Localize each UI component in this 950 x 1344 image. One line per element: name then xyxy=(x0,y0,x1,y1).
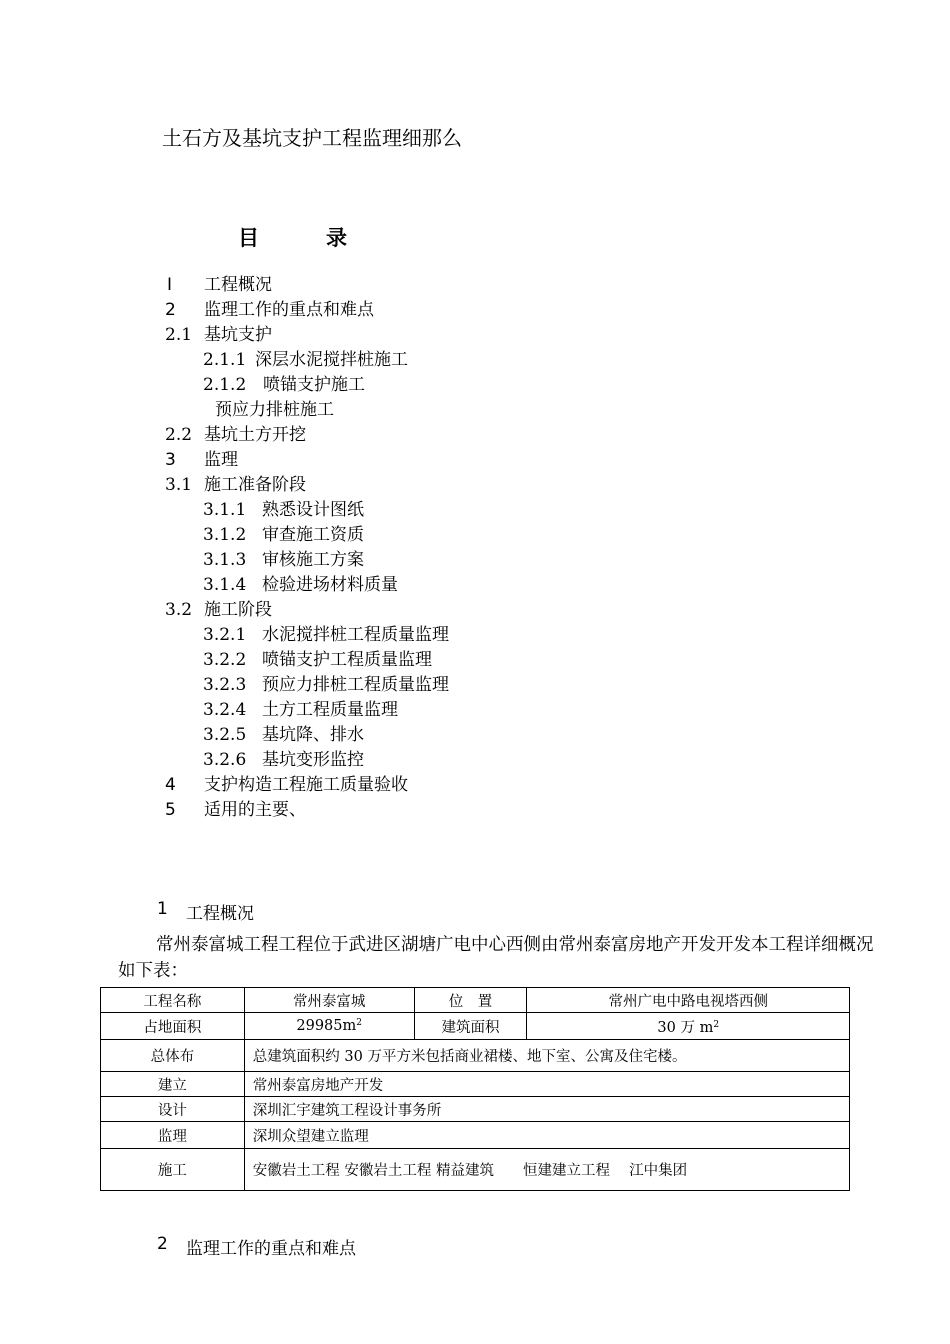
section-1-heading: 工程概况 xyxy=(186,904,254,924)
toc-entry-number: 4 xyxy=(165,775,176,795)
cell-label: 施工 xyxy=(101,1149,245,1191)
toc-entry-label: 土方工程质量监理 xyxy=(262,700,398,720)
toc-entry-label: 工程概况 xyxy=(204,275,272,295)
table-row xyxy=(101,1122,850,1149)
site-area-value: 29985m xyxy=(296,1018,357,1034)
toc-entry-number: 2.1 xyxy=(165,325,193,345)
cell-value: 总建筑面积约 30 万平方米包括商业裙楼、地下室、公寓及住宅楼。 xyxy=(244,1040,849,1072)
toc-entry-label: 熟悉设计图纸 xyxy=(262,500,364,520)
section-2-number: 2 xyxy=(157,1234,168,1254)
cell-label: 监理 xyxy=(101,1122,245,1149)
section-1-paragraph-text: 常州泰富城工程工程位于武进区湖塘广电中心西侧由常州泰富房地产开发开发本工程详细概况如下表： xyxy=(118,935,874,981)
toc-entry-label: 喷锚支护工程质量监理 xyxy=(262,650,432,670)
toc-entry-label: 喷锚支护施工 xyxy=(263,375,365,395)
cell-value: 常州泰富房地产开发 xyxy=(244,1072,849,1097)
cell-label: 位 置 xyxy=(414,988,527,1013)
toc-entry-number: 3 xyxy=(165,450,176,470)
table-row xyxy=(101,988,850,1013)
toc-entry-label: 监理 xyxy=(204,450,238,470)
toc-entry-label: 水泥搅拌桩工程质量监理 xyxy=(262,625,449,645)
toc-entry-label: 施工阶段 xyxy=(204,600,272,620)
table-row xyxy=(101,1040,850,1072)
cell-value: 深圳汇宇建筑工程设计事务所 xyxy=(244,1097,849,1122)
cell-label: 设计 xyxy=(101,1097,245,1122)
cell-value: 常州广电中路电视塔西侧 xyxy=(527,988,850,1013)
toc-entry-number: 2.1.1 xyxy=(203,350,247,370)
toc-entry-label: 施工准备阶段 xyxy=(204,475,306,495)
cell-value xyxy=(527,1013,850,1040)
toc-entry-number: 3.2.4 xyxy=(203,700,247,720)
toc-entry-number: 3.1.4 xyxy=(203,575,247,595)
toc-entry-number: 2.2 xyxy=(165,425,193,445)
cell-label: 总体布 xyxy=(101,1040,245,1072)
cell-value: 深圳众望建立监理 xyxy=(244,1122,849,1149)
toc-entry-label: 基坑变形监控 xyxy=(262,750,364,770)
toc-entry-number: 3.2.6 xyxy=(203,750,247,770)
toc-entry-number: 3.2.2 xyxy=(203,650,247,670)
toc-entry-number: 3.1.2 xyxy=(203,525,247,545)
building-area-value: 30 万 m xyxy=(657,1019,714,1036)
cell-label: 建立 xyxy=(101,1072,245,1097)
cell-value: 安徽岩土工程 安徽岩土工程 精益建筑 恒建建立工程 江中集团 xyxy=(244,1149,849,1191)
toc-entry-label: 监理工作的重点和难点 xyxy=(204,300,374,320)
toc-entry-number: 3.2 xyxy=(165,600,193,620)
toc-entry-number: 3.1 xyxy=(165,475,193,495)
toc-heading-right: 录 xyxy=(326,226,347,250)
toc-entry-number: 2 xyxy=(165,300,176,320)
project-info-table xyxy=(100,987,850,1191)
toc-entry-label: 基坑支护 xyxy=(204,325,272,345)
toc-entry-label: 审查施工资质 xyxy=(262,525,364,545)
cell-value: 常州泰富城 xyxy=(244,988,414,1013)
cell-label: 工程名称 xyxy=(101,988,245,1013)
toc-entry-label: 检验进场材料质量 xyxy=(262,575,398,595)
section-2-heading: 监理工作的重点和难点 xyxy=(186,1239,356,1259)
toc-entry-number: 5 xyxy=(165,800,176,820)
section-1-number: 1 xyxy=(157,899,168,919)
section-1-paragraph xyxy=(118,932,878,984)
toc-entry-label: 预应力排桩工程质量监理 xyxy=(262,675,449,695)
toc-entry-label: 基坑降、排水 xyxy=(262,725,364,745)
toc-entry-label: 预应力排桩施工 xyxy=(215,400,334,420)
toc-entry-number: 3.2.3 xyxy=(203,675,247,695)
toc-entry-label: 审核施工方案 xyxy=(262,550,364,570)
toc-entry-number: 3.1.3 xyxy=(203,550,247,570)
superscript: 2 xyxy=(713,1019,720,1030)
table-row xyxy=(101,1072,850,1097)
table-row xyxy=(101,1149,850,1191)
table-row xyxy=(101,1097,850,1122)
toc-entry-number: 2.1.2 xyxy=(203,375,247,395)
toc-entry-number: 3.2.1 xyxy=(203,625,247,645)
cell-label: 占地面积 xyxy=(101,1013,245,1040)
toc-entry-number: 3.2.5 xyxy=(203,725,247,745)
toc-entry-label: 基坑土方开挖 xyxy=(204,425,306,445)
cell-value xyxy=(244,1013,414,1040)
toc-entry-number: 3.1.1 xyxy=(203,500,247,520)
toc-entry-label: 深层水泥搅拌桩施工 xyxy=(255,350,408,370)
superscript: 2 xyxy=(356,1018,362,1028)
table-row xyxy=(101,1013,850,1040)
toc-entry-label: 适用的主要、 xyxy=(204,800,306,820)
toc-heading-left: 目 xyxy=(238,226,259,250)
cell-label: 建筑面积 xyxy=(414,1013,527,1040)
toc-entry-number: I xyxy=(167,275,173,295)
document-title: 土石方及基坑支护工程监理细那么 xyxy=(162,126,462,150)
toc-entry-label: 支护构造工程施工质量验收 xyxy=(204,775,408,795)
